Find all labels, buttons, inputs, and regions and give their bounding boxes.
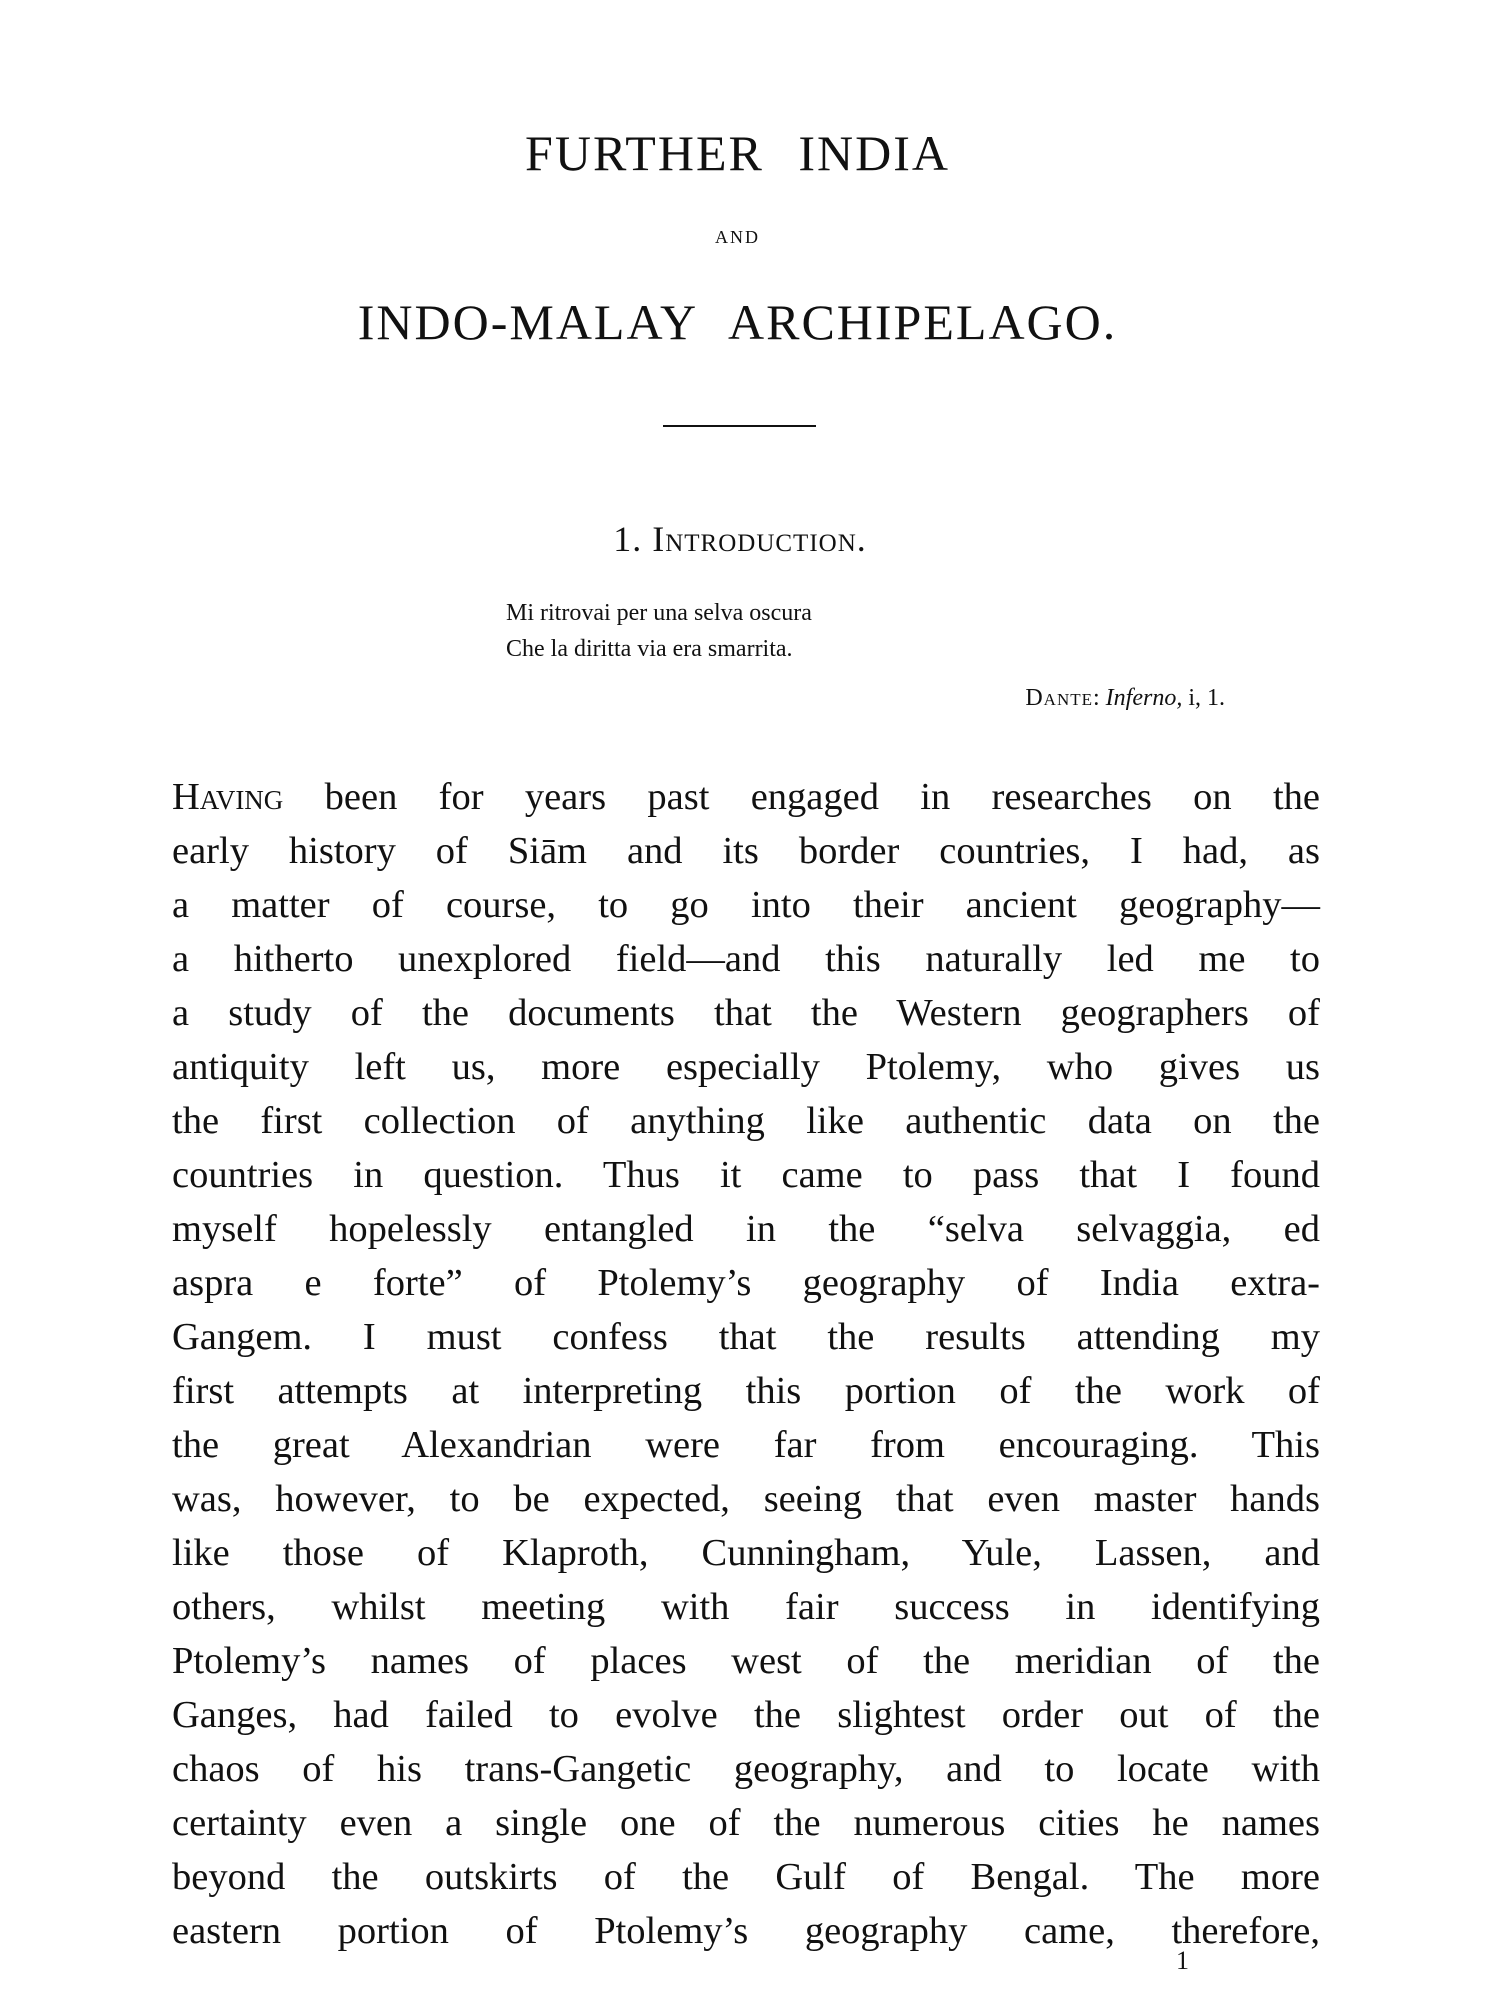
text-line: beyond the outskirts of the Gulf of Bengal. The more	[172, 1856, 1320, 1898]
text-line: like those of Klaproth, Cunningham, Yule, Lassen, and	[172, 1532, 1320, 1574]
text-line: certainty even a single one of the numerous cities he names	[172, 1802, 1320, 1844]
attribution-work: Inferno,	[1105, 685, 1183, 711]
text-line: a hitherto unexplored field—and this naturally led me to	[172, 938, 1320, 980]
text-line: others, whilst meeting with fair success in identifying	[172, 1586, 1320, 1628]
text-line: a matter of course, to go into their ancient geography—	[172, 884, 1320, 926]
text-line: the great Alexandrian were far from encouraging. This	[172, 1424, 1320, 1466]
section-number: 1.	[613, 519, 643, 559]
text-line	[172, 770, 1320, 824]
title-line-2: INDO-MALAY ARCHIPELAGO.	[357, 294, 1118, 350]
section-title: Introduction.	[652, 519, 867, 559]
page-number: 1	[1176, 1946, 1189, 1975]
text-line: was, however, to be expected, seeing that even master hands	[172, 1478, 1320, 1520]
text-line-content: been for years past engaged in researches on the	[324, 776, 1321, 818]
text-line: the first collection of anything like authentic data on the	[172, 1100, 1320, 1142]
attribution-author: Dante	[1025, 685, 1093, 711]
text-line: Ganges, had failed to evolve the slightest order out of the	[172, 1694, 1320, 1736]
drop-word: Having	[172, 776, 284, 818]
epigraph	[506, 595, 812, 667]
text-line: eastern portion of Ptolemy’s geography came, therefore,	[172, 1910, 1320, 1952]
epigraph-line: Che la diritta via era smarrita.	[506, 636, 793, 662]
title-divider-rule	[663, 425, 816, 427]
text-line: first attempts at interpreting this portion of the work of	[172, 1370, 1320, 1412]
text-line: antiquity left us, more especially Ptolemy, who gives us	[172, 1046, 1320, 1088]
text-line: myself hopelessly entangled in the “selva selvaggia, ed	[172, 1208, 1320, 1250]
epigraph-line: Mi ritrovai per una selva oscura	[506, 600, 812, 626]
attribution-colon: :	[1093, 685, 1100, 711]
text-line: a study of the documents that the Western geographers of	[172, 992, 1320, 1034]
text-line: aspra e forte” of Ptolemy’s geography of India extra-	[172, 1262, 1320, 1304]
title-line-1: FURTHER INDIA	[525, 125, 950, 181]
text-line: countries in question. Thus it came to pass that I found	[172, 1154, 1320, 1196]
text-line: early history of Siām and its border countries, I had, as	[172, 830, 1320, 872]
text-line: Ptolemy’s names of places west of the meridian of the	[172, 1640, 1320, 1682]
section-heading	[0, 521, 1480, 557]
text-line: Gangem. I must confess that the results attending my	[172, 1316, 1320, 1358]
title-conjunction: AND	[715, 227, 760, 247]
attribution-reference: i, 1.	[1188, 685, 1225, 711]
text-line: chaos of his trans-Gangetic geography, and to locate with	[172, 1748, 1320, 1790]
body-paragraph	[172, 770, 1320, 1958]
epigraph-attribution	[1025, 686, 1225, 710]
